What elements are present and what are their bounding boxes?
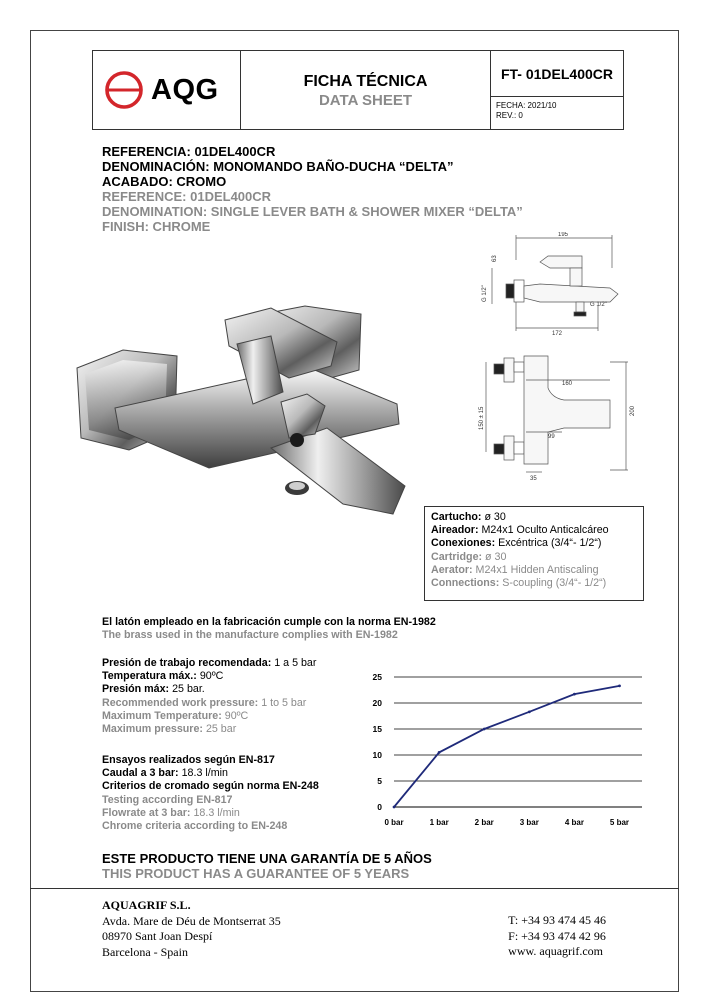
spec-cartridge-es [431, 511, 637, 524]
param-value: 1 to 5 bar [258, 696, 307, 709]
y-tick-label: 0 [377, 802, 382, 812]
spec-label: Conexiones: [431, 537, 496, 550]
dim-spout: 99 [548, 434, 555, 440]
sheet-code: FT- 01DEL400CR [491, 51, 623, 97]
specs-box [424, 506, 644, 601]
guarantee-es: ESTE PRODUCTO TIENE UNA GARANTÍA DE 5 AÑOS [102, 851, 432, 866]
company-address [102, 898, 281, 960]
data-point [438, 751, 441, 754]
flow-chart [354, 667, 650, 835]
brass-note [102, 616, 436, 642]
reference-en: REFERENCE: 01DEL400CR [102, 189, 272, 204]
param-pressure-es [102, 657, 316, 670]
address-line-2: 08970 Sant Joan Despí [102, 929, 213, 943]
phone: T: +34 93 474 45 46 [508, 913, 606, 927]
tests-en [102, 794, 319, 807]
flow-value: 18.3 l/min [190, 806, 240, 819]
spec-connections-es [431, 537, 637, 550]
data-point [393, 806, 396, 809]
x-tick-label: 2 bar [474, 818, 494, 827]
spec-value: M24x1 Hidden Antiscaling [472, 563, 599, 576]
param-value: 25 bar. [169, 683, 205, 696]
company-name: AQUAGRIF S.L. [102, 898, 191, 912]
flow-en [102, 807, 319, 820]
website-link[interactable]: www. aquagrif.com [508, 944, 604, 958]
brass-en: The brass used in the manufacture complies with EN-1982 [102, 629, 398, 641]
company-contact [508, 913, 606, 960]
spec-label: Aerator: [431, 563, 473, 576]
data-point [618, 684, 621, 687]
spec-value: M24x1 Oculto Anticalcáreo [478, 524, 609, 537]
logo-ring-icon [103, 69, 145, 111]
technical-drawing-top [478, 232, 628, 336]
spec-value: ø 30 [482, 550, 507, 563]
spec-label: Cartucho: [431, 511, 482, 523]
series-line [394, 686, 619, 807]
param-label: Recommended work pressure: [102, 696, 259, 709]
param-pmax-es [102, 683, 316, 696]
finish-es: ACABADO: CROMO [102, 174, 227, 189]
guarantee-block [102, 851, 432, 881]
guarantee-en: THIS PRODUCT HAS A GUARANTEE OF 5 YEARS [102, 866, 410, 881]
revision-info [491, 97, 623, 125]
reference-es: REFERENCIA: 01DEL400CR [102, 144, 276, 159]
chrome-en [102, 820, 319, 833]
dim-side-base: 35 [530, 476, 537, 482]
spec-value: S-coupling (3/4“- 1/2“) [499, 577, 607, 590]
y-tick-label: 10 [372, 750, 382, 760]
denomination-es: DENOMINACIÓN: MONOMANDO BAÑO-DUCHA “DELTA” [102, 159, 454, 174]
param-label: Presión de trabajo recomendada: [102, 657, 272, 669]
tests-block [102, 754, 319, 833]
dim-inlet: G 1/2" [482, 285, 488, 302]
x-tick-label: 5 bar [609, 818, 630, 827]
tests-en-text: Testing according EN-817 [102, 793, 233, 806]
flow-value: 18.3 l/min [178, 767, 228, 780]
flow-label: Flowrate at 3 bar: [102, 806, 191, 819]
address-line-3: Barcelona - Spain [102, 944, 188, 959]
y-tick-label: 15 [372, 724, 382, 734]
finish-en: FINISH: CHROME [102, 219, 211, 234]
dim-side-height: 200 [630, 405, 636, 416]
denomination-en: DENOMINATION: SINGLE LEVER BATH & SHOWER MIXER “DELTA” [102, 204, 523, 219]
flow-es [102, 767, 319, 780]
technical-drawing-side [478, 352, 648, 486]
param-value: 1 a 5 bar [271, 657, 317, 669]
dim-base: 172 [552, 331, 563, 336]
param-label: Temperatura máx.: [102, 670, 197, 683]
brass-es: El latón empleado en la fabricación cumple con la norma EN-1982 [102, 616, 436, 628]
dim-height: 63 [492, 255, 498, 262]
chrome-es-text: Criterios de cromado según norma EN-248 [102, 780, 319, 793]
chrome-en-text: Chrome criteria according to EN-248 [102, 820, 288, 833]
param-label: Maximum pressure: [102, 723, 203, 736]
x-tick-label: 0 bar [384, 818, 404, 827]
y-tick-label: 5 [377, 776, 382, 786]
tests-es [102, 754, 319, 767]
y-tick-label: 25 [372, 672, 382, 682]
chrome-es [102, 780, 319, 793]
address-line-1: Avda. Mare de Déu de Montserrat 35 [102, 913, 281, 928]
flow-label: Caudal a 3 bar: [102, 767, 179, 780]
spec-label: Cartridge: [431, 550, 483, 563]
title-en: DATA SHEET [318, 92, 413, 109]
param-label: Presión máx: [102, 683, 170, 696]
param-temp-en [102, 710, 316, 723]
reference-block [102, 144, 523, 234]
data-point [483, 728, 486, 731]
logo [93, 51, 241, 129]
param-value: 90ºC [196, 670, 224, 683]
fax: F: +34 93 474 42 96 [508, 928, 606, 943]
spec-value: Excéntrica (3/4“- 1/2“) [495, 537, 602, 550]
dim-centres: 150 ± 15 [479, 406, 485, 430]
title-es: FICHA TÉCNICA [303, 73, 428, 90]
code-cell [491, 51, 623, 129]
sheet-rev: REV.: 0 [496, 111, 523, 120]
param-pressure-en [102, 697, 316, 710]
product-image [75, 300, 415, 522]
x-tick-label: 4 bar [564, 818, 584, 827]
footer-divider [30, 888, 679, 889]
dim-depth: 160 [562, 381, 573, 387]
spec-cartridge-en [431, 551, 637, 564]
dim-width: 195 [558, 232, 569, 238]
logo-text: AQG [151, 73, 219, 106]
param-pmax-en [102, 723, 316, 736]
y-tick-label: 20 [372, 698, 382, 708]
header-table [92, 50, 624, 130]
spec-label: Connections: [431, 577, 500, 590]
sheet-date: FECHA: 2021/10 [496, 101, 557, 110]
title-cell [241, 51, 491, 129]
spec-connections-en [431, 577, 637, 590]
param-label: Maximum Temperature: [102, 709, 222, 722]
spec-value: ø 30 [481, 511, 506, 523]
param-temp-es [102, 670, 316, 683]
spec-label: Aireador: [431, 524, 479, 537]
param-value: 90ºC [221, 709, 249, 722]
x-tick-label: 3 bar [519, 818, 539, 827]
spec-aerator-en [431, 564, 637, 577]
param-value: 25 bar [202, 723, 237, 736]
tests-es-text: Ensayos realizados según EN-817 [102, 754, 275, 766]
spec-aerator-es [431, 524, 637, 537]
data-point [573, 693, 576, 696]
pressure-params [102, 657, 316, 736]
dim-outlet: G 1/2" [590, 302, 607, 308]
x-tick-label: 1 bar [429, 818, 449, 827]
data-point [528, 710, 531, 713]
